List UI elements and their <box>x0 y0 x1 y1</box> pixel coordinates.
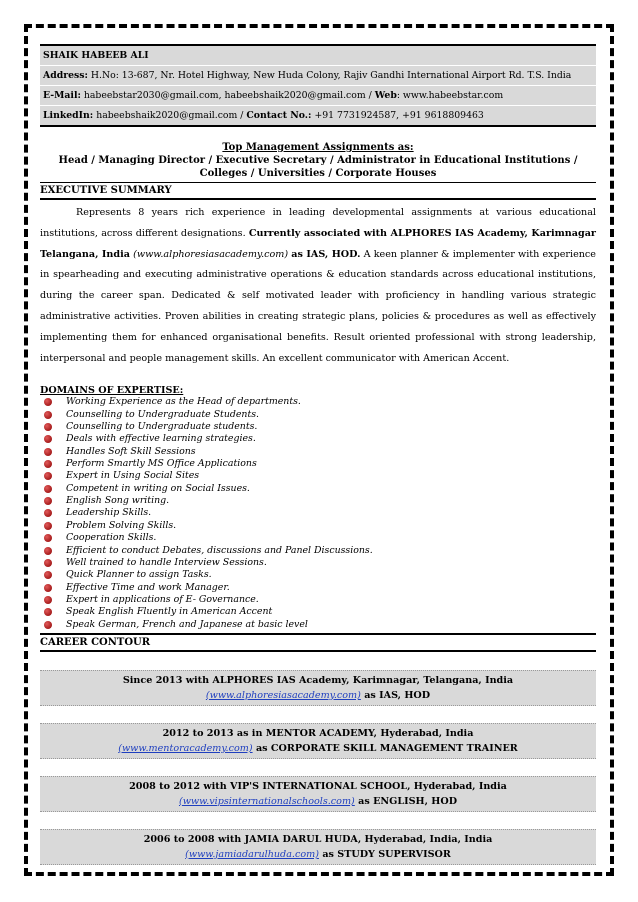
domain-item-text: Competent in writing on Social Issues. <box>66 482 250 494</box>
domain-item-text: Handles Soft Skill Sessions <box>66 445 196 457</box>
career-entry-link[interactable]: (www.vipsinternationalschools.com) <box>178 795 355 807</box>
bullet-icon <box>44 509 52 517</box>
domains-list <box>40 396 596 631</box>
career-entry-title: Since 2013 with ALPHORES IAS Academy, Karimnagar, Telangana, India <box>122 674 514 686</box>
bullet-icon <box>44 435 52 443</box>
domain-item-text: Expert in applications of E- Governance. <box>66 593 259 605</box>
career-entry-title: 2006 to 2008 with JAMIA DARUL HUDA, Hyderabad, India, India <box>143 833 493 845</box>
domain-item <box>40 520 596 532</box>
career-entry-detail <box>40 847 596 862</box>
domains-heading: DOMAINS OF EXPERTISE: <box>40 385 184 397</box>
bullet-icon <box>44 608 52 616</box>
career-entry-link[interactable]: (www.mentoracademy.com) <box>118 742 253 754</box>
bullet-icon <box>44 398 52 406</box>
domain-item-text: Quick Planner to assign Tasks. <box>66 569 212 581</box>
domain-item-text: Leadership Skills. <box>66 507 152 519</box>
bullet-icon <box>44 497 52 505</box>
domain-item <box>40 483 596 495</box>
domain-item <box>40 433 596 445</box>
bullet-icon <box>44 472 52 480</box>
career-entry-detail <box>40 794 596 809</box>
domain-item <box>40 458 596 470</box>
domain-item <box>40 557 596 569</box>
domain-item <box>40 446 596 458</box>
phone-label: Contact No.: <box>246 110 312 121</box>
summary-p1: Represents 8 years rich experience in leading developmental assignments at various educational institutions, across different designations. <box>40 207 596 239</box>
headline <box>40 141 596 180</box>
domain-item <box>40 421 596 433</box>
headline-title: Top Management Assignments as: <box>222 142 414 153</box>
bullet-icon <box>44 423 52 431</box>
domain-item-text: Expert in Using Social Sites <box>66 470 200 482</box>
headline-roles: Head / Managing Director / Executive Secretary / Administrator in Educational Institutions / <box>58 155 578 166</box>
linkedin-value[interactable]: habeebshaik2020@gmail.com / <box>96 110 244 121</box>
domain-item <box>40 582 596 594</box>
linkedin-label: LinkedIn: <box>43 110 94 121</box>
summary-website: (www.alphoresiasacademy.com) <box>133 248 289 260</box>
career-entry-role: as ENGLISH, HOD <box>358 795 458 807</box>
domain-item-text: Speak German, French and Japanese at basic level <box>66 618 308 630</box>
career-entry-link[interactable]: (www.alphoresiasacademy.com) <box>205 689 361 701</box>
domain-item-text: Efficient to conduct Debates, discussions and Panel Discussions. <box>66 544 373 556</box>
career-entry <box>40 723 596 759</box>
summary-current-role: Currently associated with ALPHORES IAS Academy, Karimnagar Telangana, India <box>40 227 596 260</box>
domain-item <box>40 569 596 581</box>
career-heading: CAREER CONTOUR <box>40 633 596 652</box>
bullet-icon <box>44 571 52 579</box>
domain-item <box>40 495 596 507</box>
domain-item <box>40 594 596 606</box>
summary-p2: A keen planner & implementer with experience in spearheading and executing administrative operations & education standards across educational institutions, during the career span. Dedicated & self motivated leader with proficiency in handling various strategic administrative activities. Proven abilities in creating strategic plans, policies & procedures as well as effectively implementing them for enhanced organisational benefits. Result oriented professional with strong leadership, interpersonal and people management skills. An excellent communicator with American Accent. <box>40 248 596 364</box>
domain-item-text: Problem Solving Skills. <box>66 519 177 531</box>
domain-item-text: Cooperation Skills. <box>66 532 157 544</box>
career-entry-role: as IAS, HOD <box>364 689 431 701</box>
domain-item-text: English Song writing. <box>66 495 170 507</box>
domain-item <box>40 470 596 482</box>
domain-item-text: Perform Smartly MS Office Applications <box>66 458 257 470</box>
address-value: H.No: 13-687, Nr. Hotel Highway, New Huda Colony, Rajiv Gandhi International Airport Rd. T.S. India <box>90 70 572 81</box>
bullet-icon <box>44 596 52 604</box>
summary-text <box>40 203 596 369</box>
address-label: Address: <box>43 70 88 81</box>
bullet-icon <box>44 448 52 456</box>
career-entry <box>40 670 596 706</box>
address-row <box>40 66 596 86</box>
bullet-icon <box>44 584 52 592</box>
career-entry-title: 2008 to 2012 with VIP'S INTERNATIONAL SCHOOL, Hyderabad, India <box>129 780 507 792</box>
email-row <box>40 86 596 106</box>
domain-item-text: Speak English Fluently in American Accent <box>66 606 273 618</box>
career-entry-role: as CORPORATE SKILL MANAGEMENT TRAINER <box>255 742 518 754</box>
linkedin-row <box>40 106 596 125</box>
career-entry-role: as STUDY SUPERVISOR <box>322 848 451 860</box>
domain-item <box>40 619 596 631</box>
summary-heading: EXECUTIVE SUMMARY <box>40 182 596 200</box>
domain-item-text: Effective Time and work Manager. <box>66 581 230 593</box>
career-entry <box>40 829 596 865</box>
bullet-icon <box>44 534 52 542</box>
domain-item <box>40 532 596 544</box>
contact-block <box>40 44 596 127</box>
bullet-icon <box>44 559 52 567</box>
bullet-icon <box>44 460 52 468</box>
domain-item-text: Working Experience as the Head of departments. <box>66 396 301 408</box>
phone-value: +91 7731924587, +91 9618809463 <box>314 110 484 121</box>
career-entry-detail <box>40 688 596 703</box>
domain-item-text: Counselling to Undergraduate students. <box>66 421 258 433</box>
bullet-icon <box>44 621 52 629</box>
bullet-icon <box>44 485 52 493</box>
bullet-icon <box>44 411 52 419</box>
email-value[interactable]: habeebstar2030@gmail.com, habeebshaik2020@gmail.com / <box>83 90 372 101</box>
career-entry-title: 2012 to 2013 as in MENTOR ACADEMY, Hyderabad, India <box>162 727 474 739</box>
domain-item <box>40 606 596 618</box>
headline-sectors: Colleges / Universities / Corporate Houses <box>199 168 437 179</box>
bullet-icon <box>44 547 52 555</box>
career-list <box>40 670 596 865</box>
career-entry-detail <box>40 741 596 756</box>
domain-item-text: Counselling to Undergraduate Students. <box>66 408 259 420</box>
bullet-icon <box>44 522 52 530</box>
web-label: Web <box>374 90 397 101</box>
domain-item <box>40 396 596 408</box>
domain-item <box>40 545 596 557</box>
resume-page <box>40 44 596 865</box>
summary-current-title: as IAS, HOD. <box>291 248 361 260</box>
email-label: E-Mail: <box>43 90 81 101</box>
domain-item <box>40 409 596 421</box>
domain-item-text: Deals with effective learning strategies. <box>66 433 256 445</box>
career-entry <box>40 776 596 812</box>
web-value[interactable]: : www.habeebstar.com <box>396 90 504 101</box>
candidate-name: SHAIK HABEEB ALI <box>40 46 596 66</box>
career-entry-link[interactable]: (www.jamiadarulhuda.com) <box>185 848 319 860</box>
domain-item-text: Well trained to handle Interview Sessions. <box>66 556 267 568</box>
domain-item <box>40 507 596 519</box>
